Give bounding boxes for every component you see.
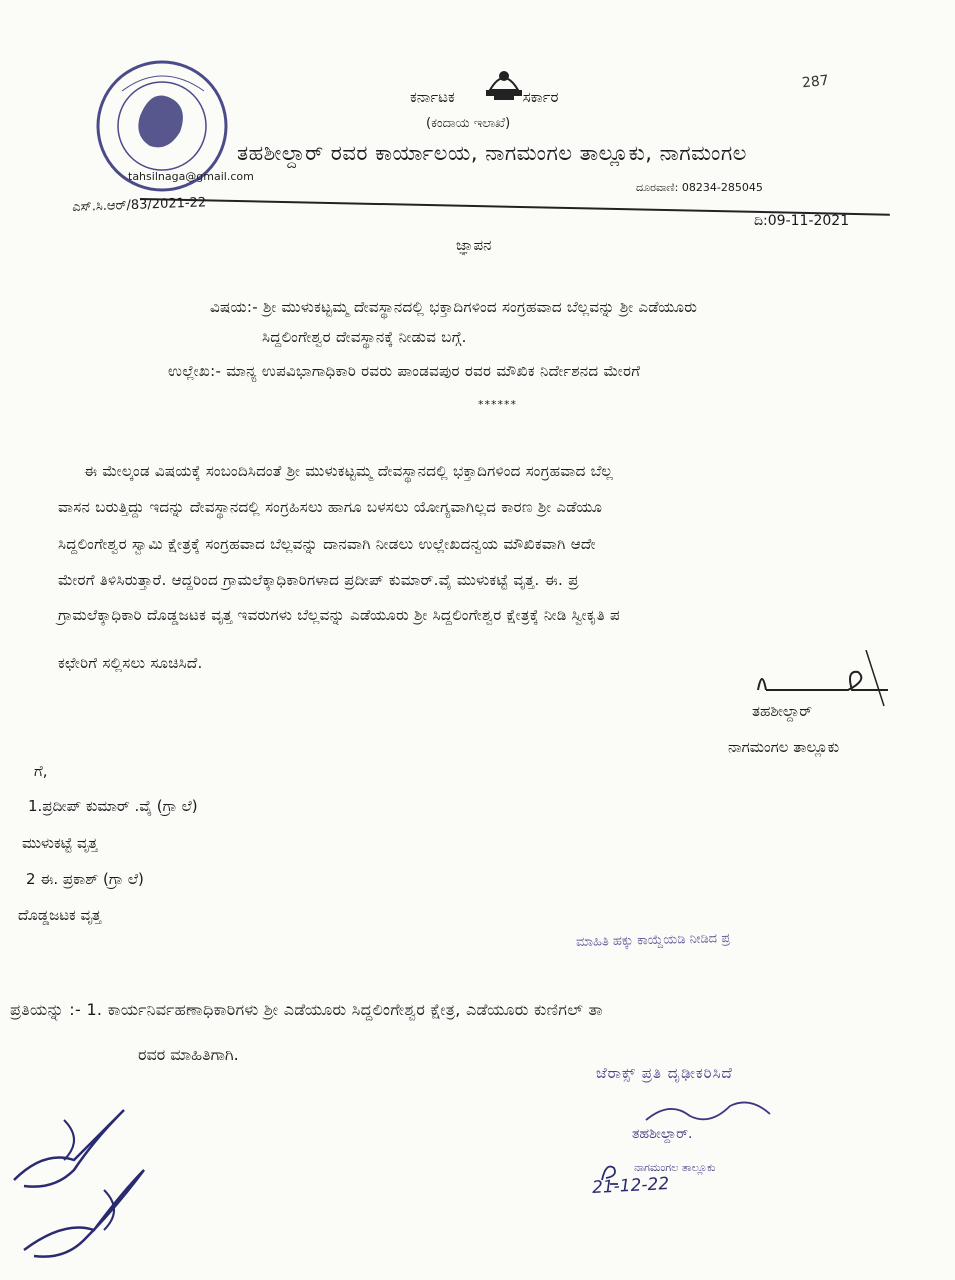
- document-date: ದಿ:09-11-2021: [754, 213, 850, 229]
- signatory-office: ನಾಗಮಂಗಲ ತಾಲ್ಲೂಕು: [728, 738, 840, 756]
- initial-mark: [596, 1158, 626, 1188]
- handwritten-number: 287: [801, 72, 830, 92]
- department-name: (ಕಂದಾಯ ಇಲಾಖೆ): [426, 116, 511, 131]
- body-line-2: ವಾಸನ ಬರುತ್ತಿದ್ದು ಇದನ್ನು ದೇವಸ್ಥಾನದಲ್ಲಿ ಸಂಗ್ರಹಿಸಲು ಹಾಗೂ ಬಳಸಲು ಯೋಗ್ಯವಾಗಿಲ್ಲದ ಕಾರಣ ಶ್ರೀ ಎಡೆಯೂ: [58, 498, 603, 516]
- signatory-designation: ತಹಶೀಲ್ದಾರ್: [752, 702, 813, 720]
- office-title: ತಹಶೀಲ್ದಾರ್ ರವರ ಕಾರ್ಯಾಲಯ, ನಾಗಮಂಗಲ ತಾಲ್ಲೂಕು, ನಾಗಮಂಗಲ: [237, 141, 747, 165]
- recipient-label: ಗೆ,: [34, 762, 48, 780]
- subject-line-1: ವಿಷಯ:- ಶ್ರೀ ಮುಳುಕಟ್ಟಮ್ಮ ದೇವಸ್ಥಾನದಲ್ಲಿ ಭಕ್ತಾದಿಗಳಿಂದ ಸಂಗ್ರಹವಾದ ಬೆಲ್ಲವನ್ನು ಶ್ರೀ ಎಡೆಯೂರು: [210, 298, 698, 316]
- stamp-date: 21-12-22: [591, 1173, 670, 1199]
- body-line-3: ಸಿದ್ದಲಿಂಗೇಶ್ವರ ಸ್ವಾಮಿ ಕ್ಷೇತ್ರಕ್ಕೆ ಸಂಗ್ರಹವಾದ ಬೆಲ್ಲವನ್ನು ದಾನವಾಗಿ ನೀಡಲು ಉಲ್ಲೇಖದನ್ವಯ ಮೌಖಿಕವಾಗಿ ಆದೇ: [58, 535, 596, 553]
- recipient-line-4: ದೊಡ್ಡಜಟಕ ವೃತ್ತ: [18, 906, 102, 924]
- rti-stamp-line: ಮಾಹಿತಿ ಹಕ್ಕು ಕಾಯ್ದೆಯಡಿ ನೀಡಿದ ಪ್ರ: [575, 930, 731, 951]
- body-line-5: ಗ್ರಾಮಲೆಕ್ಕಾಧಿಕಾರಿ ದೊಡ್ಡಜಟಕ ವೃತ್ತ ಇವರುಗಳು ಬೆಲ್ಲವನ್ನು ಎಡೆಯೂರು ಶ್ರೀ ಸಿದ್ದಲಿಂಗೇಶ್ವರ ಕ್ಷೇತ್ರಕ್ಕೆ ನೀಡಿ ಸ್ವೀಕೃತಿ ಪ: [58, 606, 620, 624]
- recipient-line-3: 2 ಈ. ಪ್ರಕಾಶ್ (ಗ್ರಾ ಲೆ): [26, 870, 144, 888]
- state-name: ಕರ್ನಾಟಕ ಸರ್ಕಾರ: [410, 88, 559, 106]
- copy-to-line-1: ಪ್ರತಿಯನ್ನು :- 1. ಕಾರ್ಯನಿರ್ವಹಣಾಧಿಕಾರಿಗಳು ಶ್ರೀ ಎಡೆಯೂರು ಸಿದ್ದಲಿಂಗೇಶ್ವರ ಕ್ಷೇತ್ರ, ಎಡೆಯೂರು ಕುಣಿಗಲ್ ತಾ: [10, 1000, 603, 1019]
- body-line-4: ಮೇರಗೆ ತಿಳಿಸಿರುತ್ತಾರೆ. ಆದ್ದರಿಂದ ಗ್ರಾಮಲೆಕ್ಕಾಧಿಕಾರಿಗಳಾದ ಪ್ರದೀಪ್ ಕುಮಾರ್.ವೈ ಮುಳುಕಟ್ಟೆ ವೃತ್ತ. ಈ. ಪ್ರ: [58, 571, 579, 589]
- stamp-signature: [640, 1096, 780, 1130]
- subject-line-2: ಸಿದ್ದಲಿಂಗೇಶ್ವರ ದೇವಸ್ಥಾನಕ್ಕೆ ನೀಡುವ ಬಗ್ಗೆ.: [262, 328, 467, 346]
- reference-number: ಎಸ್.ಸಿ.ಆರ್/83/2021-22: [72, 195, 207, 215]
- recipient-line-2: ಮುಳುಕಟ್ಟೆ ವೃತ್ತ: [22, 834, 98, 852]
- tahsildar-signature: [748, 650, 898, 710]
- copy-to-line-2: ರವರ ಮಾಹಿತಿಗಾಗಿ.: [138, 1045, 239, 1064]
- scribble-signature: [4, 1090, 174, 1270]
- office-email: tahsilnaga@gmail.com: [128, 170, 254, 183]
- reference-line: ಉಲ್ಲೇಖ:- ಮಾನ್ಯ ಉಪವಿಭಾಗಾಧಿಕಾರಿ ರವರು ಪಾಂಡವಪುರ ರವರ ಮೌಖಿಕ ನಿರ್ದೇಶನದ ಮೇರಗೆ: [168, 362, 641, 380]
- recipient-line-1: 1.ಪ್ರದೀಪ್ ಕುಮಾರ್ .ವೈ (ಗ್ರಾ ಲೆ): [28, 797, 198, 815]
- separator: ******: [478, 398, 517, 411]
- stamp-designation: ತಹಶೀಲ್ದಾರ್.: [632, 1126, 693, 1142]
- office-phone: ದೂರವಾಣಿ: 08234-285045: [636, 181, 763, 194]
- body-line-1: ಈ ಮೇಲ್ಕಂಡ ವಿಷಯಕ್ಕೆ ಸಂಬಂದಿಸಿದಂತೆ ಶ್ರೀ ಮುಳುಕಟ್ಟಮ್ಮ ದೇವಸ್ಥಾನದಲ್ಲಿ ಭಕ್ತಾದಿಗಳಿಂದ ಸಂಗ್ರಹವಾದ ಬೆಲ್ಲ: [84, 462, 614, 480]
- xerox-cert-stamp: ಜೆರಾಕ್ಸ್ ಪ್ರತಿ ದೃಢೀಕರಿಸಿದೆ: [596, 1064, 733, 1082]
- document-title: ಜ್ಞಾಪನ: [456, 236, 492, 254]
- stamp-office: ನಾಗಮಂಗಲ ತಾಲ್ಲೂಕು: [634, 1161, 716, 1174]
- body-line-6: ಕಛೇರಿಗೆ ಸಲ್ಲಿಸಲು ಸೂಚಿಸಿದೆ.: [58, 654, 203, 672]
